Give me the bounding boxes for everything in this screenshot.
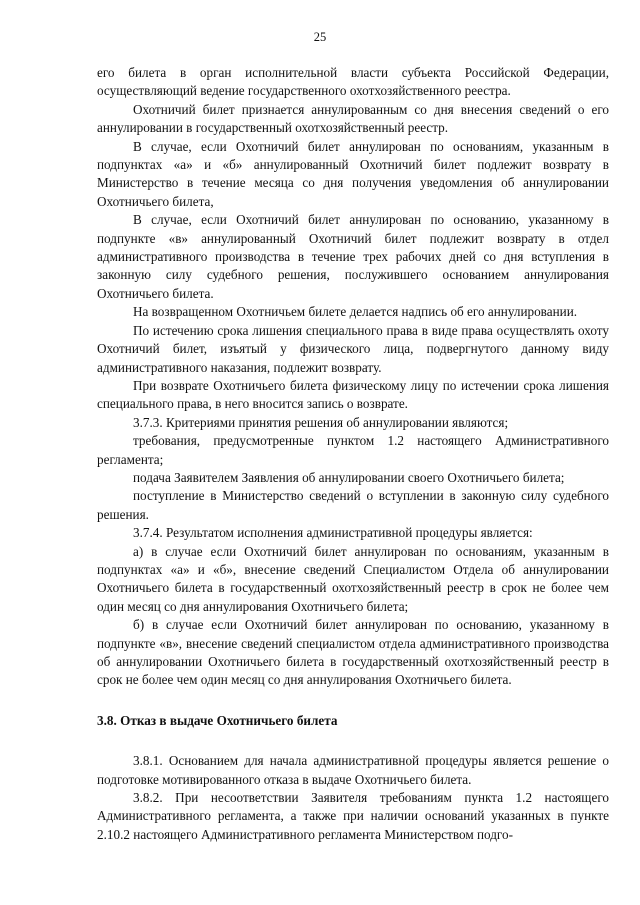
paragraph: 3.8.2. При несоответствии Заявителя требованиям пункта 1.2 настоящего Административного регламента, а также при наличии оснований указанных в пункте 2.10.2 настоящего Административного регламента Министерством подго-: [97, 790, 609, 842]
paragraph: По истечению срока лишения специального права в виде права осуществлять охоту Охотничий билет, изъятый у физического лица, подвергнутого данному виду административного наказания, подлежит возврату.: [97, 322, 609, 375]
paragraph: Охотничий билет признается аннулированным со дня внесения сведений о его аннулировании в государственный охотхозяйственный реестр.: [97, 101, 609, 136]
paragraph: требования, предусмотренные пунктом 1.2 настоящего Административного регламента;: [97, 433, 609, 467]
paragraph: В случае, если Охотничий билет аннулирован по основанию, указанному в подпункте «в» аннулированный Охотничий билет подлежит возврату в отдел административного производства в течение трех рабочих дней со дня вступления в законную силу судебного решения, послужившего основанием аннулирования Охотничьего билета.: [97, 212, 609, 301]
paragraph: В случае, если Охотничий билет аннулирован по основаниям, указанным в подпунктах «а» и «б» аннулированный Охотничий билет подлежит возврату в Министерство в течение месяца со дня получения уведомления об аннулировании Охотничьего билета,: [97, 138, 609, 209]
paragraph: а) в случае если Охотничий билет аннулирован по основаниям, указанным в подпунктах «а» и «б», внесение сведений Специалистом Отдела об аннулировании Охотничьего билета в государственный охотхозяйственный реестр в срок не более чем один месяц со дня аннулирования Охотничьего билета;: [97, 543, 609, 614]
paragraph: его билета в орган исполнительной власти субъекта Российской Федерации, осуществляющий ведение государственного охотхозяйственного реестра.: [97, 65, 609, 99]
paragraph: 3.7.3. Критериями принятия решения об аннулировании являются;: [133, 414, 509, 430]
paragraph: поступление в Министерство сведений о вступлении в законную силу судебного решения.: [97, 488, 609, 522]
section-heading: 3.8. Отказ в выдаче Охотничьего билета: [97, 712, 338, 728]
paragraph: подача Заявителем Заявления об аннулировании своего Охотничьего билета;: [133, 469, 565, 485]
document-body: [97, 64, 609, 844]
page-number: 25: [313, 30, 327, 44]
paragraph: При возврате Охотничьего билета физическому лицу по истечении срока лишения специального права, в него вносится запись о возврате.: [97, 377, 609, 412]
paragraph: б) в случае если Охотничий билет аннулирован по основанию, указанному в подпункте «в», внесение сведений специалистом отдела административного производства об аннулировании Охотничьего билета в государственный охотхозяйственный реестр в срок не более чем один месяц со дня аннулирования Охотничьего билета.: [97, 617, 609, 688]
paragraph: 3.7.4. Результатом исполнения административной процедуры является:: [133, 525, 533, 541]
paragraph: 3.8.1. Основанием для начала административной процедуры является решение о подготовке мотивированного отказа в выдаче Охотничьего билета.: [97, 753, 609, 787]
paragraph: На возвращенном Охотничьем билете делается надпись об его аннулировании.: [133, 304, 578, 320]
